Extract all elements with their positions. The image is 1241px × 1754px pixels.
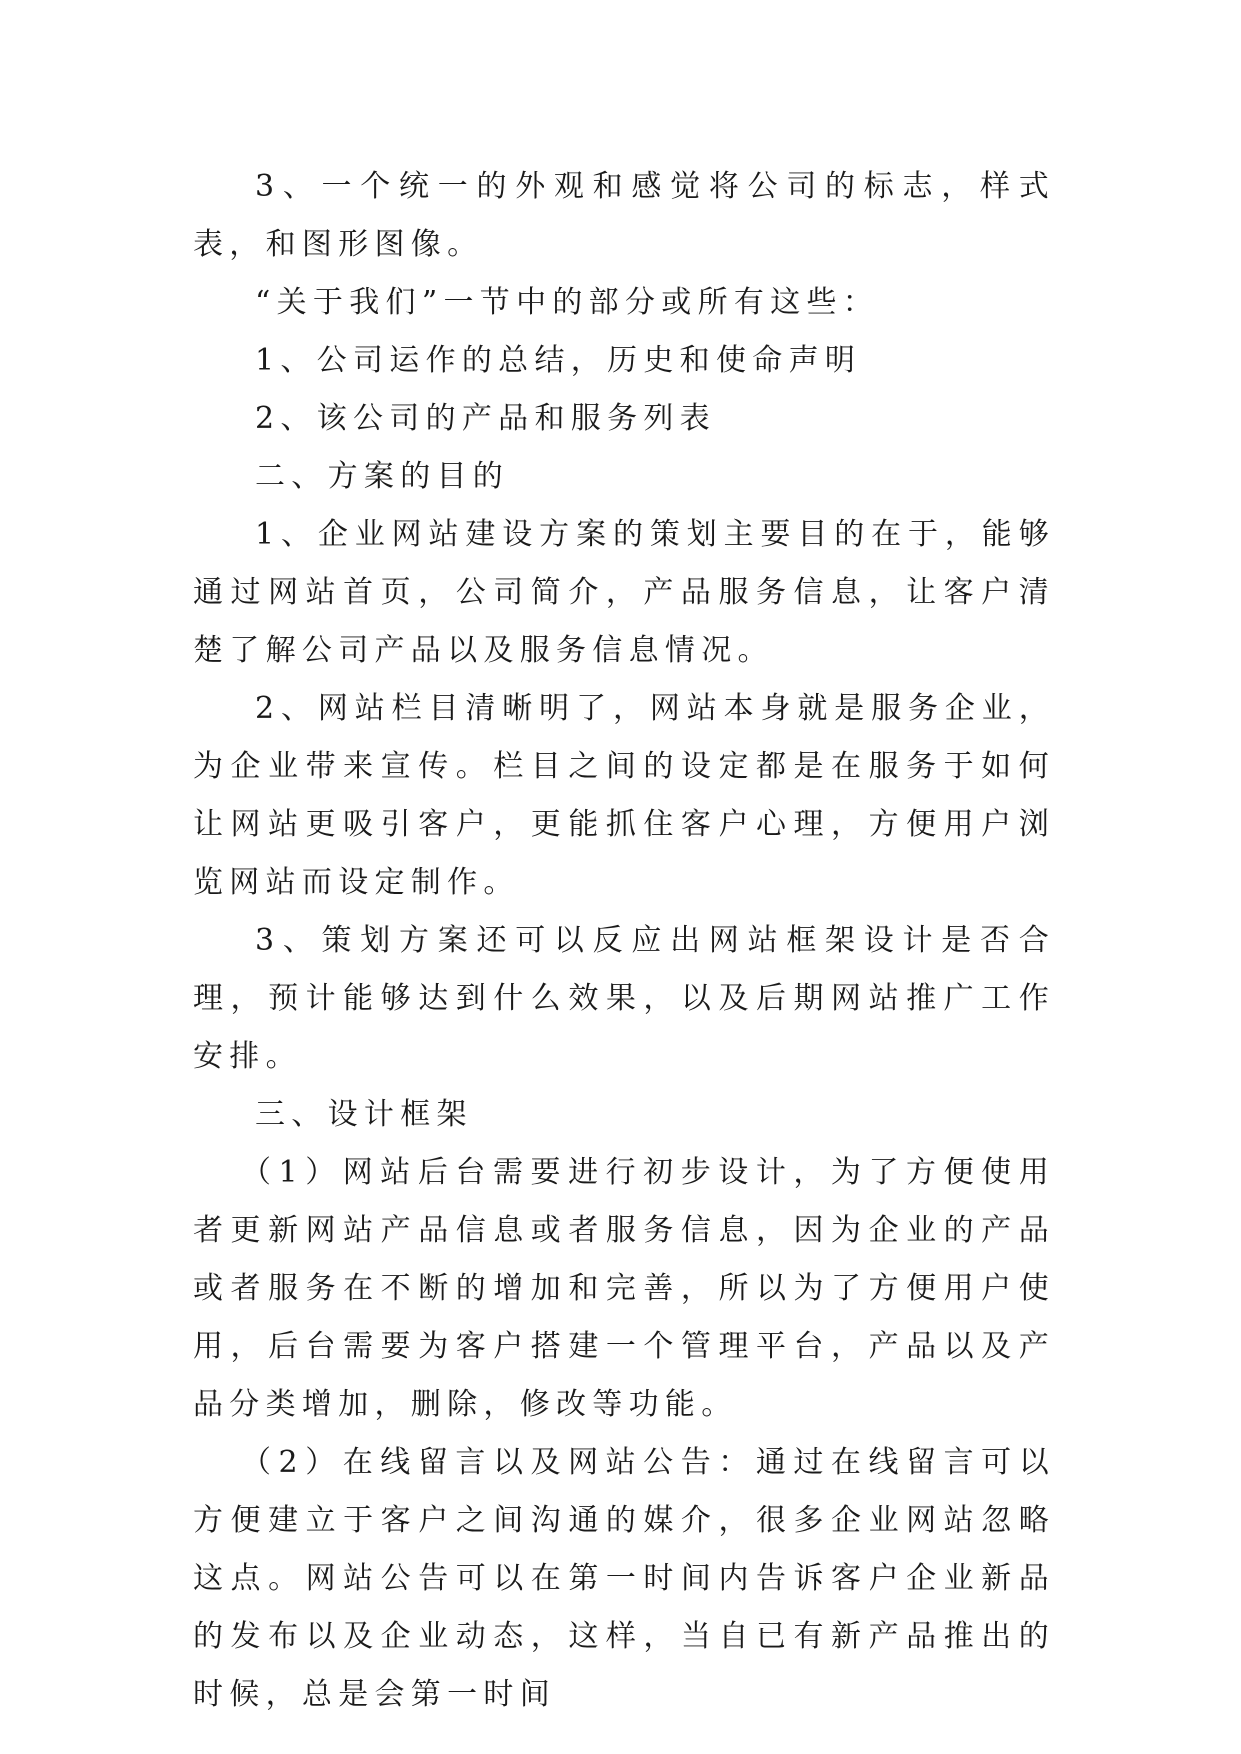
paragraph-product-list: 2、该公司的产品和服务列表 xyxy=(255,401,716,436)
paragraph-purpose-2: 2、网站栏目清晰明了，网站本身就是服务企业，为企业带来宣传。栏目之间的设定都是在服务于如何让网站更吸引客户，更能抓住客户心理，方便用户浏览网站而设定制作。 xyxy=(193,691,1055,900)
paragraph-company-summary: 1、公司运作的总结，历史和使命声明 xyxy=(255,343,862,378)
paragraph-unified-look: 3、一个统一的外观和感觉将公司的标志，样式表，和图形图像。 xyxy=(193,169,1055,262)
paragraph-about-us-intro: “关于我们”一节中的部分或所有这些： xyxy=(255,285,880,320)
paragraph-purpose-1: 1、企业网站建设方案的策划主要目的在于，能够通过网站首页，公司简介，产品服务信息，让客户清楚了解公司产品以及服务信息情况。 xyxy=(193,517,1055,668)
paragraph-framework-1: （1）网站后台需要进行初步设计，为了方便使用者更新网站产品信息或者服务信息，因为企业的产品或者服务在不断的增加和完善，所以为了方便用户使用，后台需要为客户搭建一个管理平台，产品以及产品分类增加，删除，修改等功能。 xyxy=(193,1155,1055,1422)
section-heading-framework: 三、设计框架 xyxy=(255,1097,473,1132)
document-page xyxy=(193,158,1055,1724)
paragraph-framework-2: （2）在线留言以及网站公告：通过在线留言可以方便建立于客户之间沟通的媒介，很多企业网站忽略这点。网站公告可以在第一时间内告诉客户企业新品的发布以及企业动态，这样，当自已有新产品推出的时候，总是会第一时间 xyxy=(193,1445,1055,1712)
section-heading-purpose: 二、方案的目的 xyxy=(255,459,510,494)
paragraph-purpose-3: 3、策划方案还可以反应出网站框架设计是否合理，预计能够达到什么效果，以及后期网站推广工作安排。 xyxy=(193,923,1055,1074)
